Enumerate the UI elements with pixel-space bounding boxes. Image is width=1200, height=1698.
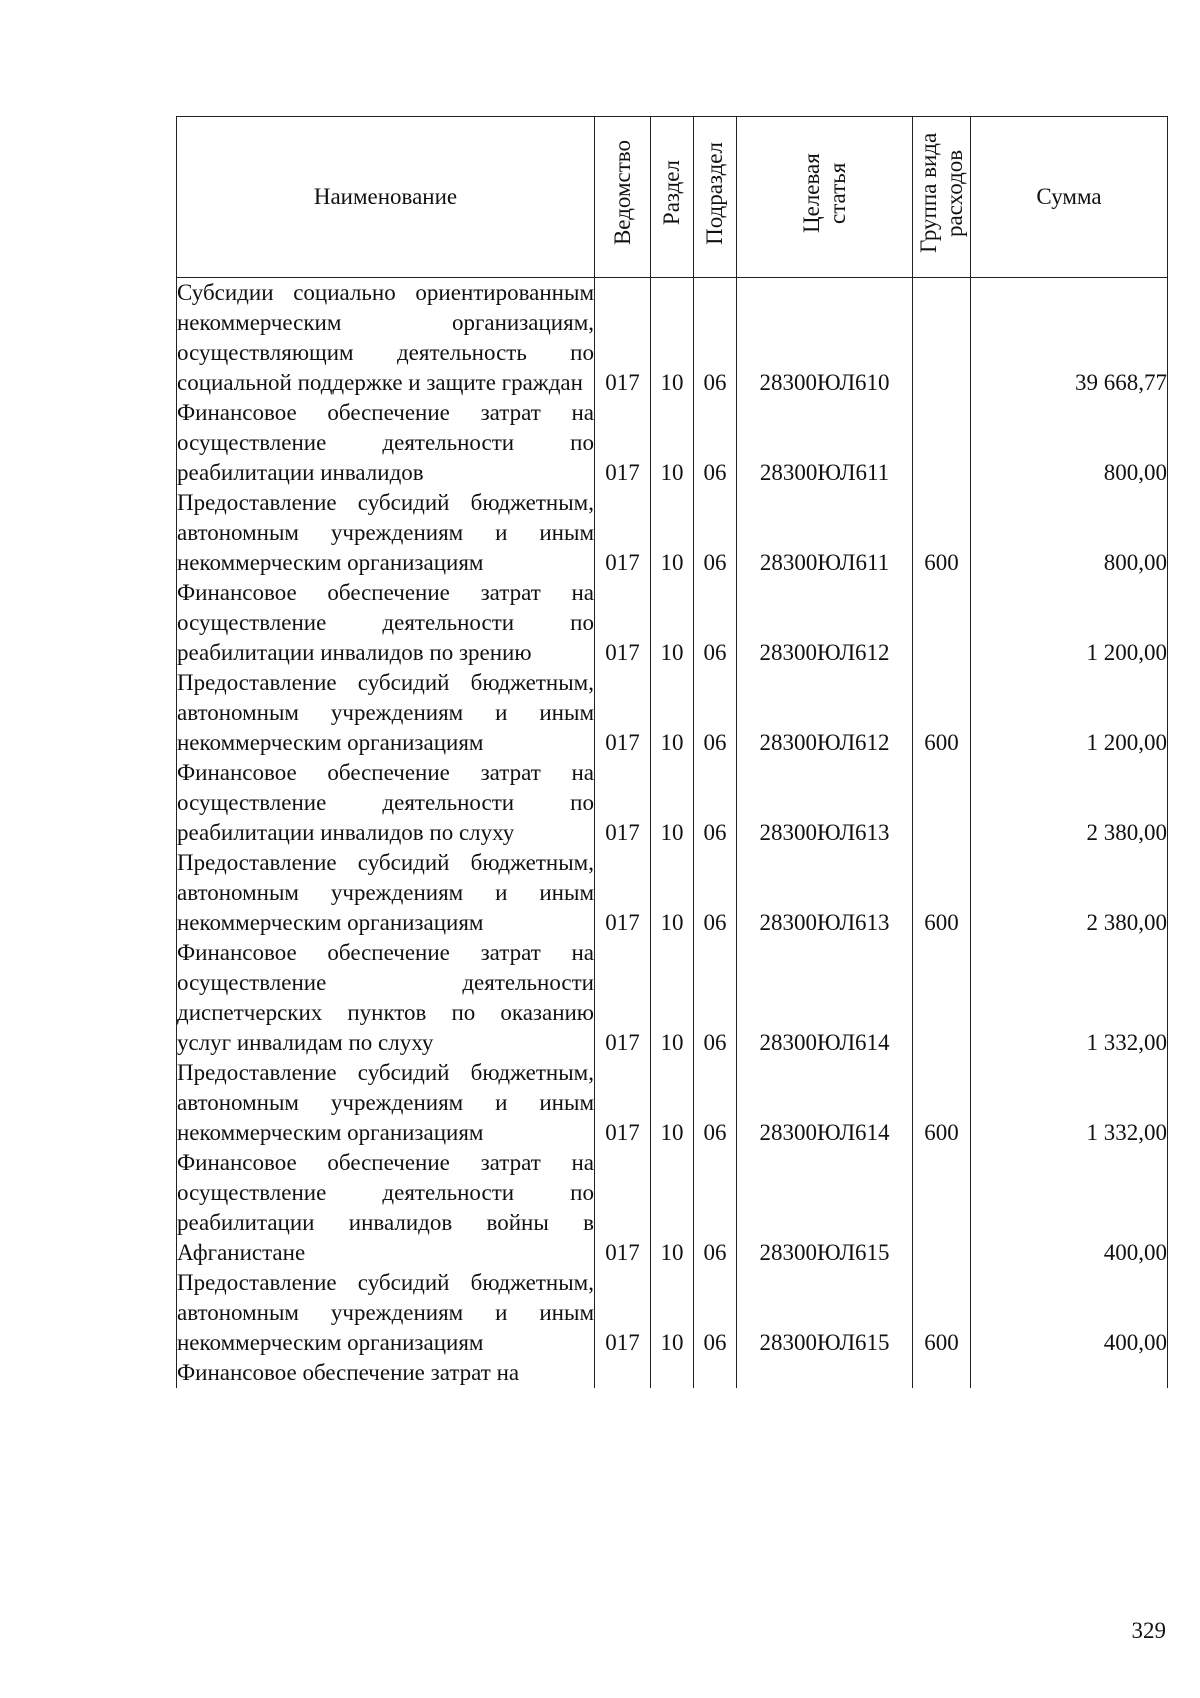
table-row [177, 668, 1168, 758]
cell-subsection: 06 [694, 848, 737, 938]
cell-department: 017 [595, 488, 651, 578]
cell-section: 10 [651, 1058, 694, 1148]
cell-section: 10 [651, 1268, 694, 1358]
cell-section: 10 [651, 1148, 694, 1268]
cell-target-item: 28300ЮЛ611 [737, 398, 913, 488]
header-target-item: Целевая статья [737, 117, 913, 278]
cell-target-item: 28300ЮЛ615 [737, 1148, 913, 1268]
cell-amount: 1 200,00 [971, 668, 1168, 758]
header-expense-group: Группа вида расходов [913, 117, 971, 278]
cell-name: Финансовое обеспечение затрат на осуществление деятельности по реабилитации инвалидов войны в Афганистане [177, 1148, 595, 1268]
cell-subsection: 06 [694, 1148, 737, 1268]
cell-name: Предоставление субсидий бюджетным, автономным учреждениям и иным некоммерческим организациям [177, 1268, 595, 1358]
cell-department: 017 [595, 578, 651, 668]
cell-expense-group: 600 [913, 1058, 971, 1148]
cell-subsection: 06 [694, 488, 737, 578]
cell-amount: 400,00 [971, 1268, 1168, 1358]
cell-subsection: 06 [694, 1058, 737, 1148]
cell-expense-group [913, 578, 971, 668]
table-row [177, 758, 1168, 848]
cell-amount: 2 380,00 [971, 758, 1168, 848]
cell-target-item: 28300ЮЛ610 [737, 278, 913, 399]
cell-name: Предоставление субсидий бюджетным, автономным учреждениям и иным некоммерческим организациям [177, 488, 595, 578]
page-number: 329 [1131, 1618, 1166, 1643]
cell-department [595, 1358, 651, 1388]
cell-subsection: 06 [694, 758, 737, 848]
cell-amount: 800,00 [971, 398, 1168, 488]
cell-target-item: 28300ЮЛ614 [737, 938, 913, 1058]
cell-subsection: 06 [694, 668, 737, 758]
cell-subsection: 06 [694, 1268, 737, 1358]
cell-amount: 1 200,00 [971, 578, 1168, 668]
header-section: Раздел [651, 117, 694, 278]
header-amount: Сумма [971, 117, 1168, 278]
cell-expense-group [913, 938, 971, 1058]
cell-target-item: 28300ЮЛ613 [737, 848, 913, 938]
cell-subsection [694, 1358, 737, 1388]
cell-name: Финансовое обеспечение затрат на осуществление деятельности диспетчерских пунктов по оказанию услуг инвалидам по слуху [177, 938, 595, 1058]
cell-department: 017 [595, 1268, 651, 1358]
cell-subsection: 06 [694, 578, 737, 668]
cell-expense-group: 600 [913, 1268, 971, 1358]
cell-expense-group [913, 758, 971, 848]
cell-amount: 400,00 [971, 1148, 1168, 1268]
cell-target-item: 28300ЮЛ612 [737, 668, 913, 758]
cell-amount [971, 1358, 1168, 1388]
cell-name: Предоставление субсидий бюджетным, автономным учреждениям и иным некоммерческим организациям [177, 668, 595, 758]
table-row [177, 938, 1168, 1058]
cell-target-item: 28300ЮЛ612 [737, 578, 913, 668]
cell-subsection: 06 [694, 278, 737, 399]
cell-department: 017 [595, 398, 651, 488]
header-subsection: Подраздел [694, 117, 737, 278]
cell-section [651, 1358, 694, 1388]
cell-name: Финансовое обеспечение затрат на осуществление деятельности по реабилитации инвалидов [177, 398, 595, 488]
table-row [177, 1058, 1168, 1148]
cell-section: 10 [651, 578, 694, 668]
cell-amount: 2 380,00 [971, 848, 1168, 938]
table-row [177, 488, 1168, 578]
cell-target-item: 28300ЮЛ611 [737, 488, 913, 578]
cell-name: Субсидии социально ориентированным некоммерческим организациям, осуществляющим деятельность по социальной поддержке и защите граждан [177, 278, 595, 399]
cell-expense-group: 600 [913, 848, 971, 938]
cell-expense-group: 600 [913, 488, 971, 578]
cell-expense-group [913, 278, 971, 399]
cell-department: 017 [595, 278, 651, 399]
cell-name: Финансовое обеспечение затрат на [177, 1358, 595, 1388]
cell-expense-group: 600 [913, 668, 971, 758]
cell-section: 10 [651, 938, 694, 1058]
cell-department: 017 [595, 668, 651, 758]
table-header-row [177, 117, 1168, 278]
cell-expense-group [913, 1358, 971, 1388]
cell-section: 10 [651, 758, 694, 848]
table-row [177, 578, 1168, 668]
cell-section: 10 [651, 848, 694, 938]
cell-name: Предоставление субсидий бюджетным, автономным учреждениям и иным некоммерческим организациям [177, 848, 595, 938]
header-name: Наименование [177, 117, 595, 278]
cell-department: 017 [595, 758, 651, 848]
cell-section: 10 [651, 668, 694, 758]
cell-target-item: 28300ЮЛ614 [737, 1058, 913, 1148]
table-row [177, 1148, 1168, 1268]
cell-name: Предоставление субсидий бюджетным, автономным учреждениям и иным некоммерческим организациям [177, 1058, 595, 1148]
cell-amount: 800,00 [971, 488, 1168, 578]
cell-department: 017 [595, 1058, 651, 1148]
cell-department: 017 [595, 848, 651, 938]
cell-department: 017 [595, 1148, 651, 1268]
cell-department: 017 [595, 938, 651, 1058]
cell-target-item: 28300ЮЛ615 [737, 1268, 913, 1358]
table-row [177, 398, 1168, 488]
table-row [177, 1268, 1168, 1358]
cell-subsection: 06 [694, 938, 737, 1058]
cell-section: 10 [651, 278, 694, 399]
table-row [177, 278, 1168, 399]
cell-name: Финансовое обеспечение затрат на осуществление деятельности по реабилитации инвалидов по слуху [177, 758, 595, 848]
cell-target-item: 28300ЮЛ613 [737, 758, 913, 848]
table-body [177, 278, 1168, 1389]
cell-amount: 1 332,00 [971, 1058, 1168, 1148]
cell-expense-group [913, 1148, 971, 1268]
cell-section: 10 [651, 398, 694, 488]
cell-expense-group [913, 398, 971, 488]
cell-target-item [737, 1358, 913, 1388]
table-row [177, 848, 1168, 938]
header-department: Ведомство [595, 117, 651, 278]
cell-name: Финансовое обеспечение затрат на осуществление деятельности по реабилитации инвалидов по зрению [177, 578, 595, 668]
cell-section: 10 [651, 488, 694, 578]
cell-amount: 1 332,00 [971, 938, 1168, 1058]
budget-table [176, 116, 1168, 1388]
table-row [177, 1358, 1168, 1388]
cell-amount: 39 668,77 [971, 278, 1168, 399]
cell-subsection: 06 [694, 398, 737, 488]
